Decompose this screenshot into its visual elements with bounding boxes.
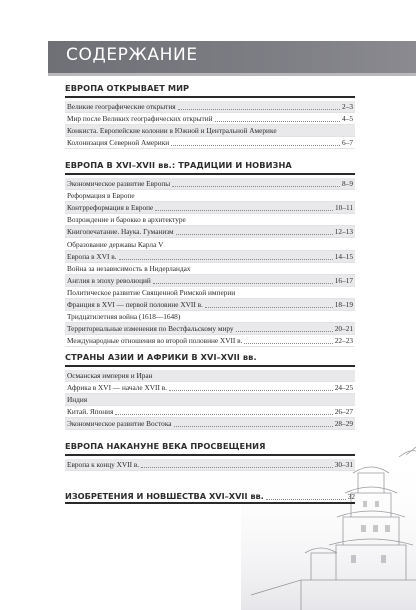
toc-entry-page: 2–3 [342,102,353,112]
toc-entry-title: Великие географические открытия [67,102,176,112]
toc-entry[interactable] [65,101,355,113]
leader-dots [174,425,333,427]
toc-entry-title: Англия в эпоху революций [67,275,151,285]
toc-entry-page: 28–29 [334,419,353,429]
leader-dots [171,144,340,146]
toc-entry[interactable] [65,299,355,311]
toc-entry[interactable] [65,311,355,323]
toc-entry[interactable] [65,113,355,125]
toc-section-asia-africa [65,352,355,430]
section-heading: СТРАНЫ АЗИИ И АФРИКИ В XVI–XVII вв. [65,352,355,367]
toc-entry[interactable] [65,489,355,504]
toc-entry-title: Книгопечатание. Наука. Гуманизм [67,227,174,237]
toc-entry[interactable] [65,323,355,335]
toc-entry-title: Франция в XVI — первой половине XVII в. [67,300,203,310]
toc-entry-page: 20–21 [334,324,353,334]
toc-entry-title: Европа в XVI в. [67,251,117,261]
toc-entry-title: Реформация в Европе [67,191,135,201]
toc-entry[interactable] [65,263,355,275]
toc-entry-page: 22–23 [334,336,353,346]
toc-entry[interactable] [65,459,355,471]
toc-entry-page: 12–13 [334,227,353,237]
toc-entry[interactable] [65,214,355,226]
toc-entry-title: Европа к концу XVII в. [67,460,140,470]
toc-entry-title: Тридцатилетняя война (1618—1648) [67,312,181,322]
page-title: СОДЕРЖАНИЕ [66,45,198,65]
toc-entry[interactable] [65,335,355,347]
toc-entry[interactable] [65,137,355,149]
toc-entry[interactable] [65,275,355,287]
toc-entry[interactable] [65,202,355,214]
leader-dots [155,209,333,211]
toc-entry-page: 14–15 [334,251,353,261]
toc-section-europe-discovers-world [65,83,355,149]
leader-dots [141,466,333,468]
leader-dots [244,342,332,344]
toc-entry-title: Политическое развитие Священной Римской империи [67,287,236,297]
toc-entry[interactable] [65,287,355,299]
leader-dots [176,233,333,235]
toc-entry[interactable] [65,226,355,238]
toc-section-inventions[interactable] [65,489,355,504]
toc-entry-title: Колонизация Северной Америки [67,138,170,148]
toc-entry-title: Территориальные изменения по Вестфальскому миру [67,324,234,334]
section-heading: ИЗОБРЕТЕНИЯ И НОВШЕСТВА XVI–XVII вв. [65,491,264,501]
leader-dots [169,389,333,391]
toc-entry-title: Возрождение и барокко в архитектуре [67,215,186,225]
toc-entry[interactable] [65,394,355,406]
toc-entry[interactable] [65,190,355,202]
leader-dots [215,120,341,122]
toc-entry-page: 16–17 [334,275,353,285]
leader-dots [172,185,340,187]
toc-entry-page: 18–19 [334,300,353,310]
toc-entry-title: Международные отношения во второй половине XVII в. [67,336,243,346]
toc-entry-title: Экономическое развитие Востока [67,419,172,429]
toc-entry[interactable] [65,251,355,263]
toc-entry-title: Контрреформация в Европе [67,203,154,213]
toc-entry-title: Война за независимость в Нидерландах [67,263,191,273]
section-heading: ЕВРОПА ОТКРЫВАЕТ МИР [65,83,355,98]
toc-entry-page: 26–27 [334,407,353,417]
toc-entry-title: Конкиста. Европейские колонии в Южной и Центральной Америке [67,126,277,136]
toc-entry[interactable] [65,125,355,137]
toc-section-europe-before-enlightenment [65,441,355,471]
toc-entry[interactable] [65,382,355,394]
toc-entry-page: 24–25 [334,383,353,393]
toc-entry[interactable] [65,238,355,250]
leader-dots [115,413,332,415]
toc-entry-title: Мир после Великих географических открытий [67,114,213,124]
leader-dots [178,108,340,110]
leader-dots [205,306,333,308]
contents-header-bar [48,41,416,73]
section-heading: ЕВРОПА В XVI–XVII вв.: ТРАДИЦИИ И НОВИЗНА [65,160,355,175]
toc-entry-page: 30–31 [334,460,353,470]
section-heading: ЕВРОПА НАКАНУНЕ ВЕКА ПРОСВЕЩЕНИЯ [65,441,355,456]
leader-dots [266,498,346,500]
toc-entry-page: 8–9 [342,179,353,189]
toc-entry-title: Китай. Япония [67,407,114,417]
leader-dots [153,282,333,284]
leader-dots [236,330,333,332]
toc-entry[interactable] [65,418,355,430]
toc-entry[interactable] [65,370,355,382]
toc-section-europe-16-17 [65,160,355,347]
toc-entry-title: Индия [67,395,88,405]
toc-entry-title: Османская империя и Иран [67,371,153,381]
toc-entry-page: 32 [347,492,355,501]
toc-entry-page: 10–11 [335,203,353,213]
toc-entry-title: Африка в XVI — начале XVII в. [67,383,167,393]
toc-entry-title: Образование державы Карла V [67,239,164,249]
leader-dots [119,258,333,260]
toc-entry-page: 4–5 [342,114,353,124]
toc-entry-page: 6–7 [342,138,353,148]
toc-entry[interactable] [65,406,355,418]
toc-entry[interactable] [65,178,355,190]
toc-entry-title: Экономическое развитие Европы [67,179,171,189]
